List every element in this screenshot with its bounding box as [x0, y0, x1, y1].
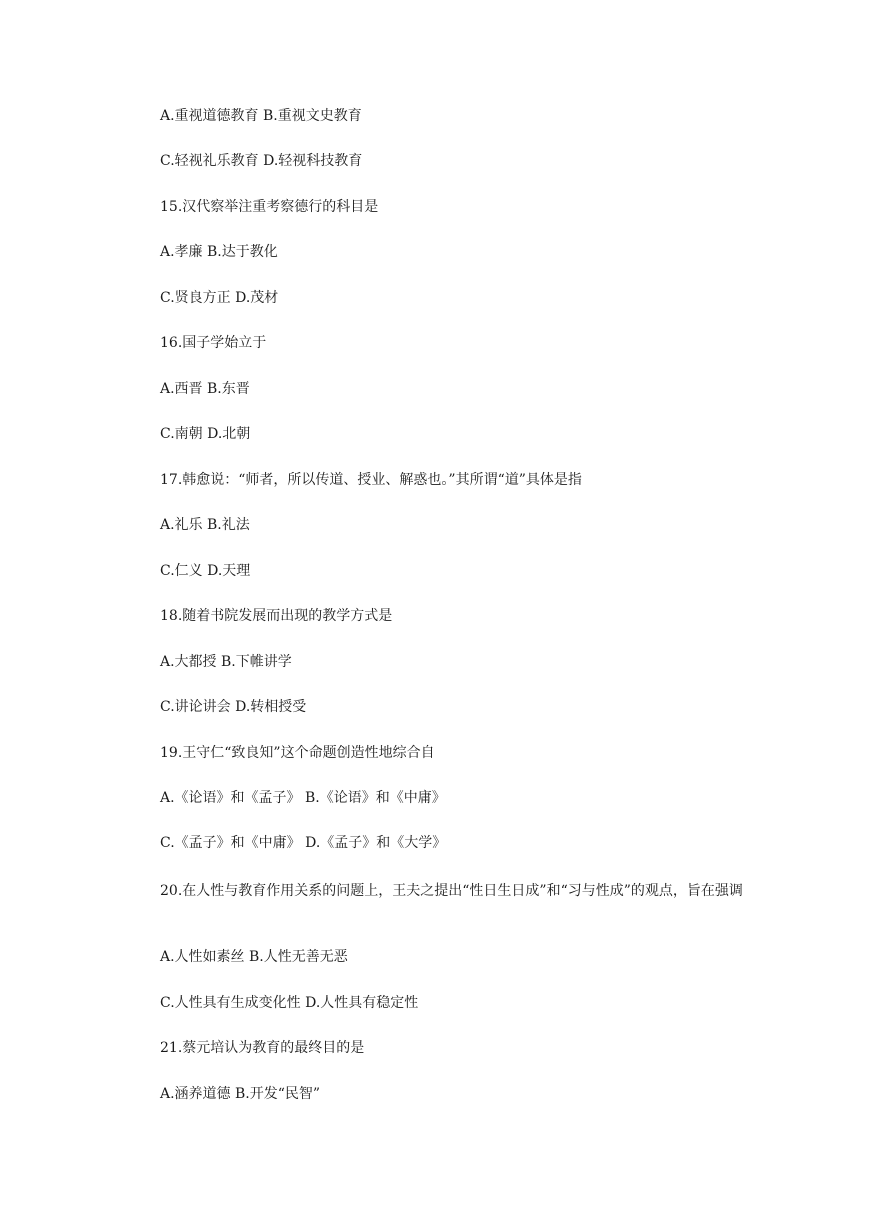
q17-options-cd: C.仁义 D.天理 — [160, 563, 251, 579]
q14-options-cd: C.轻视礼乐教育 D.轻视科技教育 — [160, 153, 363, 169]
q14-options-ab: A.重视道德教育 B.重视文史教育 — [160, 108, 362, 124]
q16-options-cd: C.南朝 D.北朝 — [160, 426, 251, 442]
q20-options-cd: C.人性具有生成变化性 D.人性具有稳定性 — [160, 995, 419, 1011]
q18-options-ab: A.大都授 B.下帷讲学 — [160, 654, 292, 670]
q15-options-ab: A.孝廉 B.达于教化 — [160, 244, 278, 260]
q15-question: 15.汉代察举注重考察德行的科目是 — [160, 199, 379, 215]
q15-options-cd: C.贤良方正 D.茂材 — [160, 290, 279, 306]
q17-options-ab: A.礼乐 B.礼法 — [160, 517, 250, 533]
q20-question: 20.在人性与教育作用关系的问题上，王夫之提出“性日生日成”和“习与性成”的观点，旨在强调 — [160, 883, 743, 899]
q21-options-ab: A.涵养道德 B.开发“民智” — [160, 1086, 321, 1102]
q19-options-cd: C.《孟子》和《中庸》 D.《孟子》和《大学》 — [160, 835, 447, 851]
q16-question: 16.国子学始立于 — [160, 335, 267, 351]
q17-question: 17.韩愈说：“师者，所以传道、授业、解惑也。”其所谓“道”具体是指 — [160, 472, 582, 488]
q21-question: 21.蔡元培认为教育的最终目的是 — [160, 1040, 365, 1056]
q18-options-cd: C.讲论讲会 D.转相授受 — [160, 699, 307, 715]
q19-question: 19.王守仁“致良知”这个命题创造性地综合自 — [160, 745, 435, 761]
q20-options-ab: A.人性如素丝 B.人性无善无恶 — [160, 949, 348, 965]
q18-question: 18.随着书院发展而出现的教学方式是 — [160, 608, 393, 624]
q19-options-ab: A.《论语》和《孟子》 B.《论语》和《中庸》 — [160, 790, 446, 806]
q16-options-ab: A.西晋 B.东晋 — [160, 381, 250, 397]
